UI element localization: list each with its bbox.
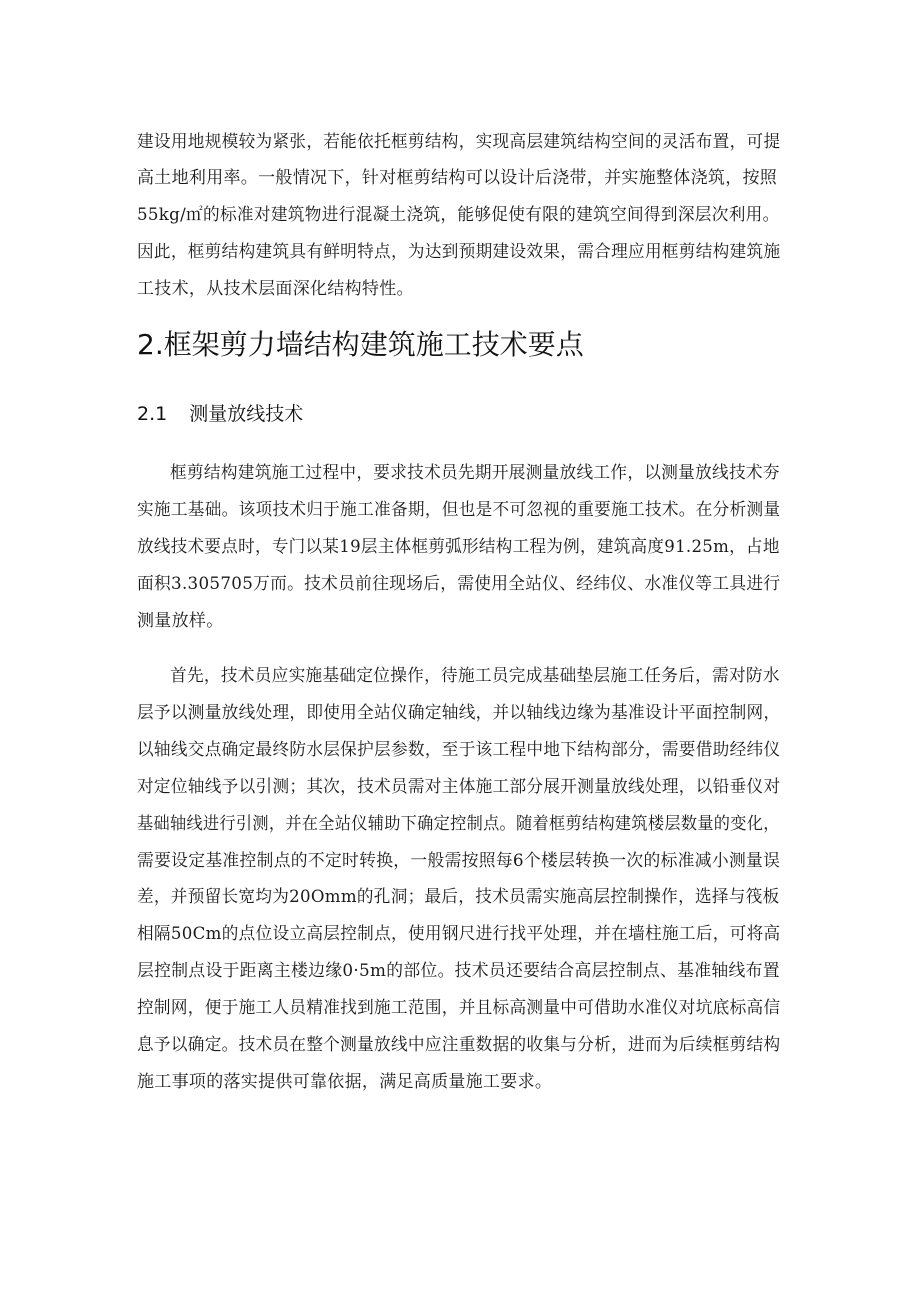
subsection-heading <box>137 401 303 427</box>
text-line: 55kg∕㎡的标准对建筑物进行混凝土浇筑，能够促使有限的建筑空间得到深层次利用。 <box>137 205 780 225</box>
text-line: 面积3.305705万而。技术员前往现场后，需使用全站仪、经纬仪、水准仪等工具进行 <box>137 574 781 594</box>
text-line: 相隔50Cm的点位设立高层控制点，使用钢尺进行找平处理，并在墙柱施工后，可将高 <box>137 924 781 944</box>
section-heading: 2.框架剪力墙结构建筑施工技术要点 <box>137 328 584 361</box>
text-line: 对定位轴线予以引测；其次，技术员需对主体施工部分展开测量放线处理，以铅垂仪对 <box>137 777 781 797</box>
subsection-number: 2.1 <box>137 403 168 425</box>
subsection-title: 测量放线技术 <box>189 403 304 425</box>
text-line: 层予以测量放线处理，即使用全站仪确定轴线，并以轴线边缘为基准设计平面控制网， <box>137 703 781 723</box>
text-line: 框剪结构建筑施工过程中，要求技术员先期开展测量放线工作，以测量放线技术夯 <box>170 463 780 483</box>
text-line: 测量放样。 <box>137 611 224 631</box>
text-line: 差，并预留长宽均为20Omm的孔洞；最后，技术员需实施高层控制操作，选择与筏板 <box>137 887 780 907</box>
text-line: 建设用地规模较为紧张，若能依托框剪结构，实现高层建筑结构空间的灵活布置，可提 <box>137 132 781 152</box>
text-line: 层控制点设于距离主楼边缘0·5m的部位。技术员还要结合高层控制点、基准轴线布置 <box>137 961 780 981</box>
text-line: 以轴线交点确定最终防水层保护层参数，至于该工程中地下结构部分，需要借助经纬仪 <box>137 740 781 760</box>
text-line: 需要设定基准控制点的不定时转换，一般需按照每6个楼层转换一次的标准减小测量误 <box>137 851 781 871</box>
text-line: 因此，框剪结构建筑具有鲜明特点，为达到预期建设效果，需合理应用框剪结构建筑施 <box>137 242 781 262</box>
text-line: 工技术，从技术层面深化结构特性。 <box>137 279 414 299</box>
text-line: 控制网，便于施工人员精准找到施工范围，并且标高测量中可借助水准仪对坑底标高信 <box>137 998 781 1018</box>
text-line: 施工事项的落实提供可靠依据，满足高质量施工要求。 <box>137 1072 553 1092</box>
text-line: 息予以确定。技术员在整个测量放线中应注重数据的收集与分析，进而为后续框剪结构 <box>137 1035 781 1055</box>
text-line: 高土地利用率。一般情况下，针对框剪结构可以设计后浇带，并实施整体浇筑，按照 <box>137 168 778 188</box>
text-line: 首先，技术员应实施基础定位操作，待施工员完成基础垫层施工任务后，需对防水 <box>170 666 780 686</box>
text-line: 基础轴线进行引测，并在全站仪辅助下确定控制点。随着框剪结构建筑楼层数量的变化， <box>137 814 780 834</box>
text-line: 放线技术要点时，专门以某19层主体框剪弧形结构工程为例，建筑高度91.25m，占地 <box>137 537 780 557</box>
text-line: 实施工基础。该项技术归于施工准备期，但也是不可忽视的重要施工技术。在分析测量 <box>137 500 781 520</box>
